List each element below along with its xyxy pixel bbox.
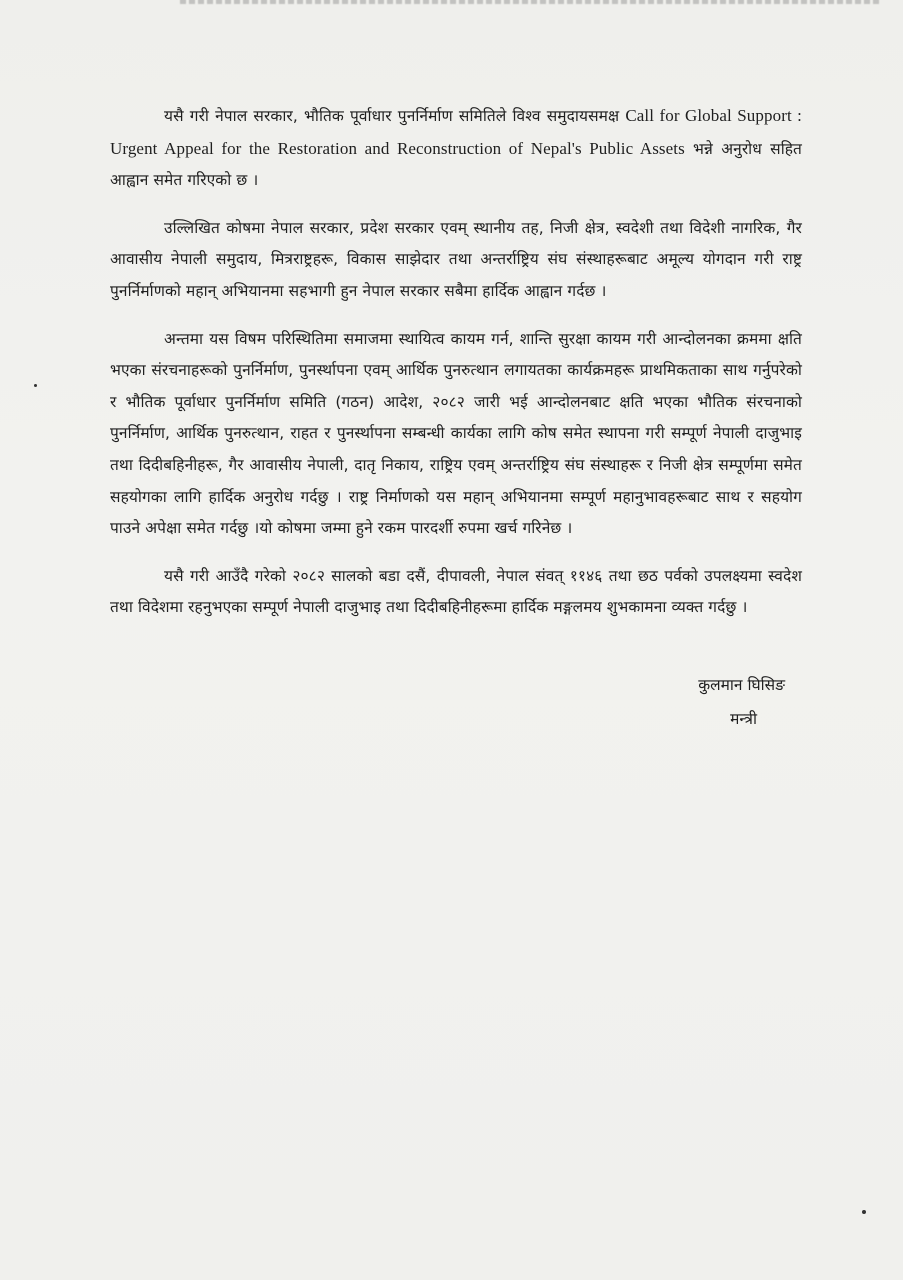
paragraph-fund-contributors: उल्लिखित कोषमा नेपाल सरकार, प्रदेश सरकार एवम् स्थानीय तह, निजी क्षेत्र, स्वदेशी तथा विदेशी नागरिक, गैर आवासीय नेपाली समुदाय, मित्रराष्ट्रहरू, विकास साझेदार तथा अन्तर्राष्ट्रिय संघ संस्थाहरूबाट अमूल्य योगदान गरी राष्ट्र पुनर्निर्माणको महान् अभियानमा सहभागी हुन नेपाल सरकार सबैमा हार्दिक आह्वान गर्दछ । [110, 218, 802, 300]
signatory-name: कुलमान घिसिङ [698, 676, 785, 694]
paragraph-appeal [110, 100, 802, 197]
signature-block [698, 668, 785, 736]
scan-speck [862, 1210, 866, 1214]
paragraph-appeal-intro: यसै गरी नेपाल सरकार, भौतिक पूर्वाधार पुनर्निर्माण समितिले विश्व समुदायसमक्ष [164, 107, 626, 125]
letter-body [110, 100, 802, 640]
scan-speck [34, 384, 37, 387]
bleed-through-text [180, 0, 880, 4]
paragraph-reconstruction-fund: अन्तमा यस विषम परिस्थितिमा समाजमा स्थायित्व कायम गर्न, शान्ति सुरक्षा कायम गरी आन्दोलनका क्रममा क्षति भएका संरचनाहरूको पुनर्निर्माण, पुनर्स्थापना एवम् आर्थिक पुनरुत्थान लगायतका कार्यक्रमहरू प्राथमिकताका साथ गर्नुपरेको र भौतिक पूर्वाधार पुनर्निर्माण समिति (गठन) आदेश, २०८२ जारी भई आन्दोलनबाट क्षति भएका भौतिक संरचनाको पुनर्निर्माण, आर्थिक पुनरुत्थान, राहत र पुनर्स्थापना सम्बन्धी कार्यका लागि कोष समेत स्थापना गरी सम्पूर्ण नेपाली दाजुभाइ तथा दिदीबहिनीहरू, गैर आवासीय नेपाली, दातृ निकाय, राष्ट्रिय एवम् अन्तर्राष्ट्रिय संघ संस्थाहरू र निजी क्षेत्र सम्पूर्णमा समेत सहयोगका लागि हार्दिक अनुरोध गर्दछु । राष्ट्र निर्माणको यस महान् अभियानमा सम्पूर्ण महानुभावहरूबाट साथ र सहयोग पाउने अपेक्षा समेत गर्दछु ।यो कोषमा जम्मा हुने रकम पारदर्शी रुपमा खर्च गरिनेछ । [110, 329, 802, 538]
top-bleed-through [0, 0, 903, 14]
paragraph-appeal-outro: भन्ने अनुरोध सहित आह्वान समेत गरिएको छ । [110, 139, 802, 190]
paragraph-festival-greetings: यसै गरी आउँदै गरेको २०८२ सालको बडा दसैं, दीपावली, नेपाल संवत् ११४६ तथा छठ पर्वको उपलक्ष्यमा स्वदेश तथा विदेशमा रहनुभएका सम्पूर्ण नेपाली दाजुभाइ तथा दिदीबहिनीहरूमा हार्दिक मङ्गलमय शुभकामना व्यक्त गर्दछु । [110, 566, 802, 617]
signatory-title: मन्त्री [730, 710, 757, 728]
appeal-title-english: Call for Global Support : Urgent Appeal for the Restoration and Reconstruction of Nepal's Public Assets [110, 106, 802, 158]
